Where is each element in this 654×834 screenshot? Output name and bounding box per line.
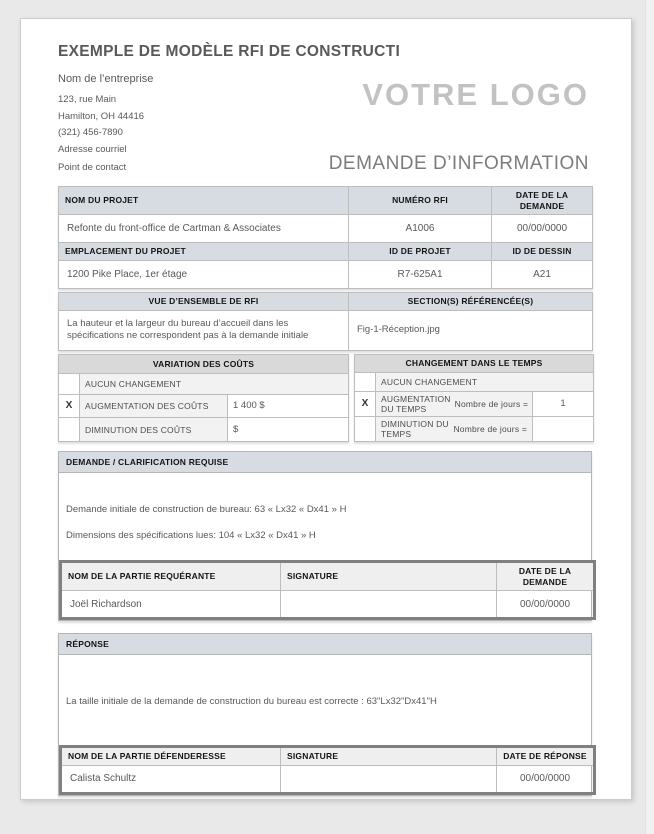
responding-party-name-value[interactable]: Calista Schultz [61,765,281,793]
request-clarification-section [58,451,592,621]
table-row [59,374,349,394]
company-contact: Point de contact [58,162,127,173]
time-no-change-label: AUCUN CHANGEMENT [376,372,594,391]
cost-change-table [58,354,349,442]
days-count-label: Nombre de jours = [453,423,528,434]
document-type-heading: DEMANDE D’INFORMATION [328,153,589,174]
company-street: 123, rue Main [58,94,117,105]
responding-party-table [59,745,596,795]
rfi-number-header: NUMÉRO RFI [349,187,492,215]
cost-increase-checkbox[interactable]: X [59,394,80,418]
requesting-party-name-header: NOM DE LA PARTIE REQUÉRANTE [61,561,281,590]
table-header-row [59,354,349,373]
project-id-value[interactable]: R7-625A1 [349,260,492,288]
table-header-row [59,187,593,215]
table-row [61,765,595,793]
request-section-body[interactable] [59,473,591,560]
request-date-header: DATE DE LA DEMANDE [492,187,593,215]
scrollbar-track[interactable] [645,0,654,834]
location-value[interactable]: 1200 Pike Place, 1er étage [59,260,349,288]
signature-header: SIGNATURE [281,561,497,590]
request-date-value[interactable]: 00/00/0000 [497,591,595,619]
rfi-number-value[interactable]: A1006 [349,215,492,243]
rfi-overview-table [58,292,593,351]
cost-increase-value[interactable]: 1 400 $ [228,394,349,418]
time-decrease-label-cell [376,416,533,441]
table-header-row [355,354,594,372]
cost-change-header: VARIATION DES COÛTS [59,354,349,373]
company-city: Hamilton, OH 44416 [58,110,145,122]
time-increase-label: AUGMENTATION DU TEMPS [381,393,451,414]
cost-decrease-checkbox[interactable] [59,418,80,442]
response-section-header: RÉPONSE [59,634,591,655]
requesting-party-name-value[interactable]: Joël Richardson [61,591,281,619]
cost-no-change-checkbox[interactable] [59,374,80,394]
signature-header: SIGNATURE [281,747,497,766]
table-row [59,418,349,442]
cost-increase-label: AUGMENTATION DES COÛTS [80,394,228,418]
drawing-id-header: ID DE DESSIN [492,243,593,261]
time-change-table [354,354,594,442]
request-line-1: Demande initiale de construction de bureau: 63 « Lx32 « Dx41 » H [66,503,347,515]
response-date-value[interactable]: 00/00/0000 [497,765,595,793]
table-row [355,372,594,391]
company-name: Nom de l’entreprise [58,73,154,85]
logo-placeholder: VOTRE LOGO [362,77,589,112]
project-info-table [58,186,593,289]
requesting-party-signature-field[interactable] [281,591,497,619]
days-count-label: Nombre de jours = [454,398,529,409]
request-date-header: DATE DE LA DEMANDE [497,561,595,590]
responding-party-name-header: NOM DE LA PARTIE DÉFENDERESSE [61,747,281,766]
table-row [355,416,594,441]
table-header-row [59,292,593,310]
response-date-header: DATE DE RÉPONSE [497,747,595,766]
time-no-change-checkbox[interactable] [355,372,376,391]
requesting-party-table [59,560,596,620]
responding-party-signature-field[interactable] [281,765,497,793]
cost-no-change-label: AUCUN CHANGEMENT [80,374,349,394]
request-line-2: Dimensions des spécifications lues: 104 « Lx32 « Dx41 » H [66,529,316,541]
request-date-value[interactable]: 00/00/0000 [492,215,593,243]
overview-header: VUE D’ENSEMBLE DE RFI [59,292,349,310]
form-content [58,186,592,796]
time-decrease-days-value[interactable] [533,416,594,441]
time-increase-days-value[interactable]: 1 [533,391,594,416]
table-row [59,394,349,418]
referenced-sections-header: SECTION(S) RÉFÉRENCÉE(S) [349,292,593,310]
table-header-row [61,561,595,590]
table-row [59,310,593,350]
cost-decrease-label: DIMINUTION DES COÛTS [80,418,228,442]
request-section-header: DEMANDE / CLARIFICATION REQUISE [59,452,591,473]
response-section [58,633,592,796]
table-row [59,215,593,243]
table-row [61,591,595,619]
table-header-row [59,243,593,261]
response-text: La taille initiale de la demande de construction du bureau est correcte : 63"Lx32"Dx41"H [66,696,437,708]
time-decrease-label: DIMINUTION DU TEMPS [381,418,449,439]
company-email: Adresse courriel [58,143,127,155]
referenced-sections-value[interactable]: Fig-1-Réception.jpg [349,310,593,350]
table-row [59,260,593,288]
cost-decrease-value[interactable]: $ [228,418,349,442]
company-phone: (321) 456-7890 [58,127,123,138]
location-header: EMPLACEMENT DU PROJET [59,243,349,261]
response-section-body[interactable] [59,655,591,745]
time-increase-label-cell [376,391,533,416]
time-increase-checkbox[interactable]: X [355,391,376,416]
project-id-header: ID DE PROJET [349,243,492,261]
time-change-header: CHANGEMENT DANS LE TEMPS [355,354,594,372]
table-row [355,391,594,416]
project-name-value[interactable]: Refonte du front-office de Cartman & Associates [59,215,349,243]
document-page [20,18,632,800]
page-title: EXEMPLE DE MODÈLE RFI DE CONSTRUCTI [58,43,401,60]
time-decrease-checkbox[interactable] [355,416,376,441]
overview-value[interactable]: La hauteur et la largeur du bureau d’accueil dans les spécifications ne correspondent pas à la demande initiale [59,310,349,350]
project-name-header: NOM DU PROJET [59,187,349,215]
table-header-row [61,747,595,766]
company-info-block [58,73,153,173]
drawing-id-value[interactable]: A21 [492,260,593,288]
change-tables-row [58,354,592,442]
